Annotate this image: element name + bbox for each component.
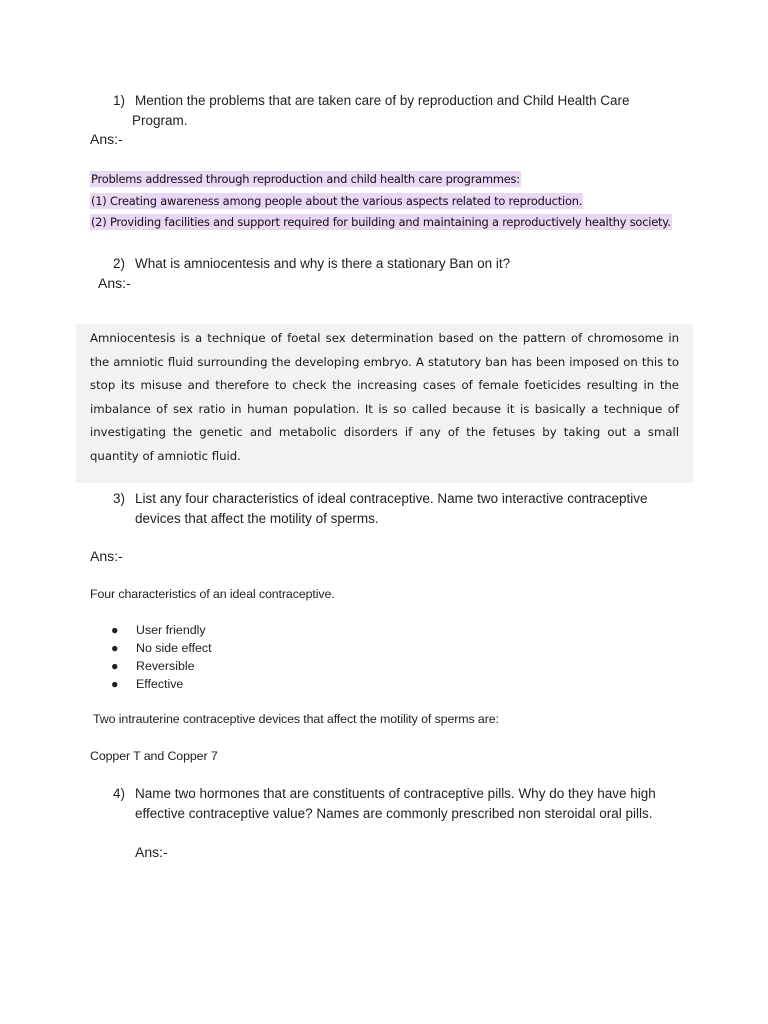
list-item: ● Effective bbox=[111, 677, 184, 691]
question-1-line-1: Mention the problems that are taken care of by reproduction and Child Health Care bbox=[135, 93, 630, 108]
question-4-line-1: Name two hormones that are constituents of contraceptive pills. Why do they have high bbox=[135, 786, 656, 801]
bullet-dot: ● bbox=[111, 623, 119, 637]
characteristics-list bbox=[111, 621, 212, 693]
list-item: ● User friendly bbox=[111, 623, 206, 637]
question-4 bbox=[113, 784, 693, 824]
question-2-number: 2) bbox=[113, 256, 126, 271]
question-2-ans-label: Ans:- bbox=[98, 275, 131, 291]
question-2-text: What is amniocentesis and why is there a stationary Ban on it? bbox=[135, 256, 511, 271]
question-4-ans-label: Ans:- bbox=[135, 844, 168, 860]
question-2 bbox=[113, 254, 673, 274]
devices-intro: Two intrauterine contraceptive devices that affect the motility of sperms are: bbox=[93, 712, 499, 726]
question-1-answer-line-3: (2) Providing facilities and support required for building and maintaining a reproductively healthy society. bbox=[91, 215, 671, 229]
question-3-line-2: devices that affect the motility of sperms. bbox=[135, 511, 379, 526]
devices-answer: Copper T and Copper 7 bbox=[90, 749, 218, 763]
question-3-line-1: List any four characteristics of ideal contraceptive. Name two interactive contraceptive bbox=[135, 491, 648, 506]
list-item: ● Reversible bbox=[111, 659, 195, 673]
bullet-dot: ● bbox=[111, 641, 119, 655]
question-4-number: 4) bbox=[113, 786, 126, 801]
question-1-answer bbox=[90, 169, 690, 234]
question-1-number: 1) bbox=[113, 93, 126, 108]
list-item: ● No side effect bbox=[111, 641, 212, 655]
question-4-line-2: effective contraceptive value? Names are commonly prescribed non steroidal oral pills. bbox=[135, 806, 653, 821]
bullet-dot: ● bbox=[111, 677, 119, 691]
question-1-line-2: Program. bbox=[132, 113, 188, 128]
question-2-answer: Amniocentesis is a technique of foetal sex determination based on the pattern of chromosome in the amniotic fluid surrounding the developing embryo. A statutory ban has been imposed on this to stop its misuse and therefore to check the increasing cases of female foeticides resulting in the imbalance of sex ratio in human population. It is so called because it is basically a technique of investigating the genetic and metabolic disorders if any of the fetuses by taking out a small quantity of amniotic fluid. bbox=[90, 331, 679, 463]
question-3-intro: Four characteristics of an ideal contraceptive. bbox=[90, 587, 335, 601]
question-2-answer-box bbox=[76, 324, 693, 483]
question-1-ans-label: Ans:- bbox=[90, 131, 123, 147]
question-3-ans-label: Ans:- bbox=[90, 548, 123, 564]
question-1-answer-line-2: (1) Creating awareness among people about the various aspects related to reproduction. bbox=[91, 193, 583, 208]
question-1 bbox=[113, 91, 673, 131]
question-1-answer-line-1: Problems addressed through reproduction and child health care programmes: bbox=[91, 172, 520, 186]
bullet-dot: ● bbox=[111, 659, 119, 673]
question-3 bbox=[113, 489, 693, 529]
question-3-number: 3) bbox=[113, 491, 126, 506]
